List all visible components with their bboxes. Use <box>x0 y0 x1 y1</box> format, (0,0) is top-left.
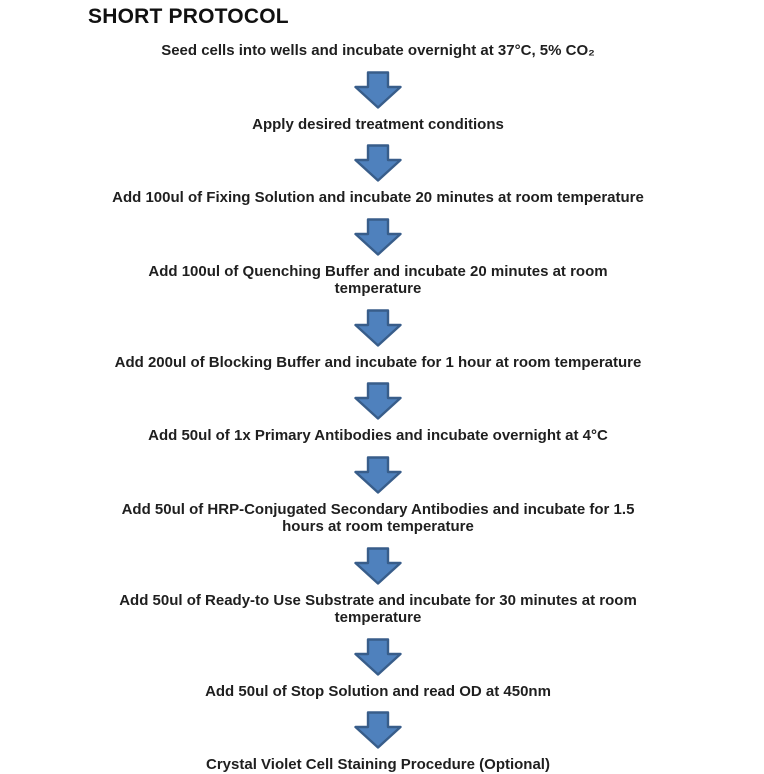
step-text: Add 50ul of 1x Primary Antibodies and incubate overnight at 4°C <box>148 427 608 444</box>
down-arrow-icon <box>354 218 402 256</box>
protocol-step-2 <box>252 116 504 134</box>
protocol-flow-column <box>0 29 764 774</box>
step-text-line-1: Add 100ul of Quenching Buffer and incubate 20 minutes at room <box>148 262 608 280</box>
step-text: Add 50ul of Stop Solution and read OD at 450nm <box>205 682 551 700</box>
step-text-line-2: temperature <box>334 609 422 626</box>
protocol-step-3 <box>112 189 644 207</box>
step-text: Add 100ul of Fixing Solution and incubate 20 minutes at room temperature <box>112 189 644 206</box>
down-arrow-icon <box>354 309 402 347</box>
step-text-line-1: Add 50ul of Ready-to Use Substrate and incubate for 30 minutes at room <box>119 591 637 609</box>
protocol-step-4 <box>148 263 607 298</box>
step-text: Apply desired treatment conditions <box>252 115 504 133</box>
protocol-step-7 <box>122 501 635 536</box>
protocol-step-8 <box>119 592 637 627</box>
protocol-step-6 <box>148 427 608 445</box>
protocol-step-1 <box>161 42 595 60</box>
down-arrow-icon <box>354 456 402 494</box>
protocol-flowchart <box>0 5 764 773</box>
down-arrow-icon <box>354 638 402 676</box>
down-arrow-icon <box>354 711 402 749</box>
step-text: Seed cells into wells and incubate overnight at 37°C, 5% CO₂ <box>161 42 595 59</box>
protocol-step-10 <box>206 756 550 774</box>
step-text: Add 200ul of Blocking Buffer and incubate for 1 hour at room temperature <box>114 353 642 371</box>
down-arrow-icon <box>354 144 402 182</box>
protocol-step-9 <box>205 683 551 701</box>
step-text: Crystal Violet Cell Staining Procedure (Optional) <box>206 756 550 773</box>
page-title: SHORT PROTOCOL <box>88 5 289 28</box>
step-text-line-1: Add 50ul of HRP-Conjugated Secondary Antibodies and incubate for 1.5 <box>121 500 635 518</box>
protocol-step-5 <box>115 354 642 372</box>
down-arrow-icon <box>354 71 402 109</box>
down-arrow-icon <box>354 382 402 420</box>
down-arrow-icon <box>354 547 402 585</box>
step-text-line-2: temperature <box>334 280 422 297</box>
step-text-line-2: hours at room temperature <box>282 518 474 535</box>
